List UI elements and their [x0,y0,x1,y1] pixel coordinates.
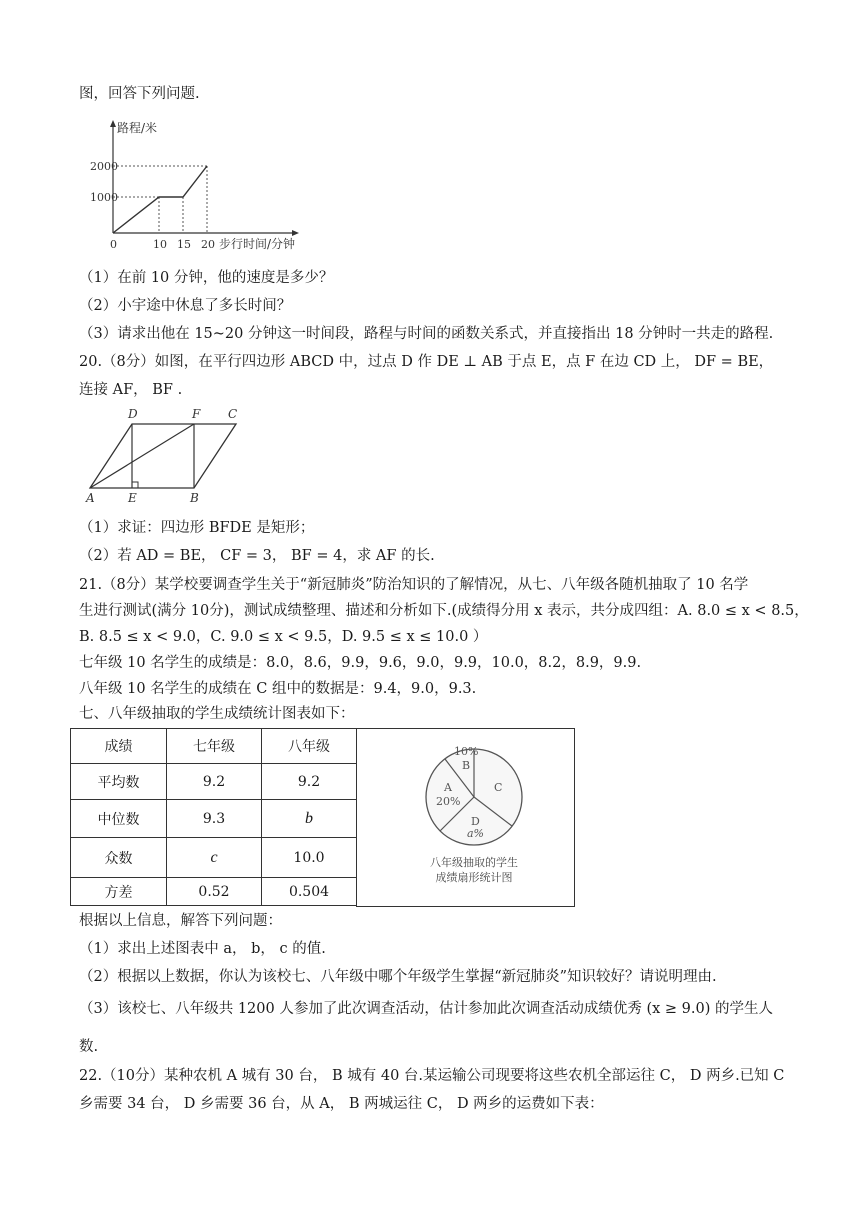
pie-caption-line2: 成绩扇形统计图 [435,871,513,884]
table-cell: 9.2 [262,764,357,800]
q21-chart-intro: 七、八年级抽取的学生成绩统计图表如下： [79,706,355,722]
pie-label-C: C [494,781,503,794]
table-cell: c [167,838,262,878]
x-tick-10: 10 [153,238,167,251]
table-cell: 9.3 [167,800,262,838]
q21-grade7-scores: 七年级 10 名学生的成绩是：8.0，8.6，9.9，9.6，9.0，9.9，10.0，8.2，8.9，9.9. [79,655,642,671]
table-cell: 0.504 [262,878,357,906]
pie-pct-D: a% [467,827,485,840]
q21-part1: （1）求出上述图表中 a， b， c 的值. [79,941,326,957]
pie-label-B: B [462,759,471,772]
table-row [71,838,357,878]
q19-part1: （1）在前 10 分钟，他的速度是多少？ [79,270,334,286]
table-cell: 0.52 [167,878,262,906]
q21-stem-line2: 生进行测试(满分 10分)，测试成绩整理、描述和分析如下.(成绩得分用 x 表示，共分成四组：A. 8.0 ≤ x < 8.5， [79,603,809,619]
table-cell: 众数 [71,838,167,878]
pie-pct-B: 10% [454,745,479,758]
y-axis-label: 路程/米 [117,121,158,135]
stats-table [70,728,357,906]
q21-part3-cont: 数. [79,1039,99,1055]
q20-part1: （1）求证：四边形 BFDE 是矩形； [79,520,315,536]
label-E: E [128,491,137,505]
distance-line [113,166,207,233]
table-cell: 方差 [71,878,167,906]
q21-stem-line3: B. 8.5 ≤ x < 9.0，C. 9.0 ≤ x < 9.5，D. 9.5 ≤ x ≤ 10.0 ） [79,629,488,645]
q21-part3: （3）该校七、八年级共 1200 人参加了此次调查活动，估计参加此次调查活动成绩优秀 (x ≥ 9.0) 的学生人 [79,1001,773,1017]
q21-part2: （2）根据以上数据，你认为该校七、八年级中哪个年级学生掌握“新冠肺炎”知识较好？请说明理由. [79,969,717,985]
intro-line: 图，回答下列问题. [79,86,200,102]
q20-stem-line1: 20.（8分）如图，在平行四边形 ABCD 中，过点 D 作 DE ⊥ AB 于点 E，点 F 在边 CD 上， DF = BE， [79,354,774,370]
table-cell: 平均数 [71,764,167,800]
pie-label-D: D [471,815,480,828]
q19-part3: （3）请求出他在 15~20 分钟这一时间段，路程与时间的函数关系式，并直接指出 18 分钟时一共走的路程. [79,326,774,342]
table-row [71,764,357,800]
label-D: D [128,407,138,421]
label-A: A [86,491,95,505]
table-cell: 10.0 [262,838,357,878]
table-header-cell: 七年级 [167,729,262,764]
pie-chart [356,729,574,906]
label-F: F [192,407,201,421]
q21-stem-line1: 21.（8分）某学校要调查学生关于“新冠肺炎”防治知识的了解情况，从七、八年级各随机抽取了 10 名学 [79,577,749,593]
label-B: B [190,491,199,505]
table-cell: b [262,800,357,838]
y-tick-1000: 1000 [90,191,118,204]
distance-time-graph [90,118,315,253]
q22-stem-line2: 乡需要 34 台， D 乡需要 36 台，从 A， B 两城运往 C， D 两乡的运费如下表： [79,1096,604,1112]
q20-stem-line2: 连接 AF， BF . [79,382,183,398]
table-row [71,800,357,838]
q21-instructions: 根据以上信息，解答下列问题： [79,913,282,929]
x-tick-0: 0 [110,238,117,251]
table-header-cell: 成绩 [71,729,167,764]
table-row [71,878,357,906]
pie-caption-line1: 八年级抽取的学生 [430,856,518,869]
q20-part2: （2）若 AD = BE， CF = 3， BF = 4，求 AF 的长. [79,548,435,564]
pie-pct-A: 20% [436,795,461,808]
x-tick-20: 20 [201,238,215,251]
x-tick-15: 15 [177,238,191,251]
table-cell: 9.2 [167,764,262,800]
pie-chart-cell [356,728,575,907]
q21-grade8-c-group: 八年级 10 名学生的成绩在 C 组中的数据是：9.4，9.0，9.3. [79,681,477,697]
parallelogram-figure [84,404,244,504]
table-cell: 中位数 [71,800,167,838]
q22-stem-line1: 22.（10分）某种农机 A 城有 30 台， B 城有 40 台.某运输公司现要将这些农机全部运往 C， D 两乡.已知 C [79,1068,785,1084]
table-header-cell: 八年级 [262,729,357,764]
x-axis-label: 步行时间/分钟 [219,237,296,251]
pie-label-A: A [444,781,452,794]
label-C: C [228,407,238,421]
q19-part2: （2）小宇途中休息了多长时间？ [79,298,292,314]
y-tick-2000: 2000 [90,160,118,173]
